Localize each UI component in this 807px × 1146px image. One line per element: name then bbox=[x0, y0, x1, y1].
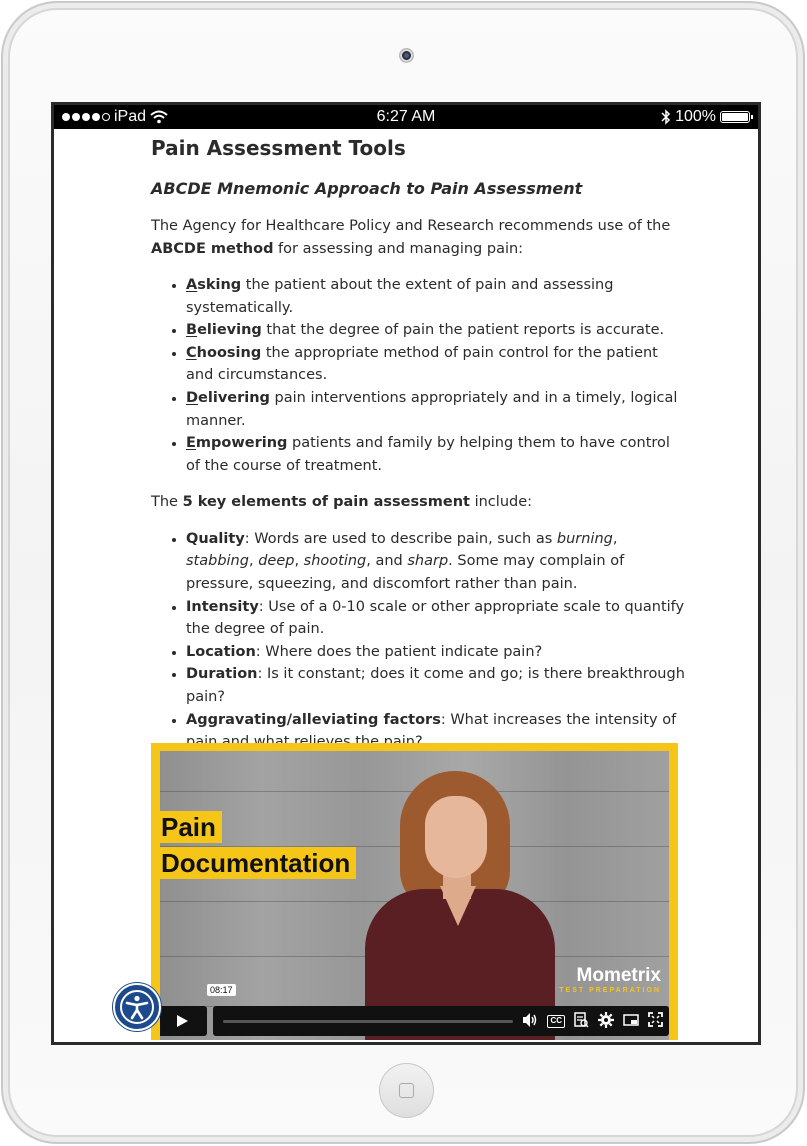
front-camera bbox=[400, 49, 413, 62]
intro-paragraph: The Agency for Healthcare Policy and Research recommends use of the ABCDE method for assessing and managing pain: bbox=[151, 218, 671, 257]
mometrix-logo: Mometrix TEST PREPARATION bbox=[559, 965, 661, 994]
key-elements-intro: The 5 key elements of pain assessment include: bbox=[151, 494, 533, 511]
ipad-screen bbox=[51, 102, 761, 1045]
home-button[interactable] bbox=[379, 1063, 434, 1118]
key-elements-list bbox=[151, 528, 686, 754]
fullscreen-icon[interactable] bbox=[648, 1012, 663, 1027]
gear-icon[interactable] bbox=[598, 1012, 614, 1028]
battery-icon bbox=[720, 111, 750, 123]
battery-percent: 100% bbox=[675, 108, 716, 125]
play-icon bbox=[175, 1014, 189, 1028]
accessibility-icon bbox=[119, 989, 155, 1025]
transcript-icon[interactable] bbox=[574, 1012, 589, 1028]
bluetooth-icon bbox=[661, 109, 671, 125]
progress-track[interactable] bbox=[223, 1020, 513, 1023]
list-item: • Empowering patients and family by helping them to have control of the course of treatment. bbox=[186, 432, 686, 477]
list-item: • Duration: Is it constant; does it come and go; is there breakthrough pain? bbox=[186, 663, 686, 708]
video-controls bbox=[160, 985, 669, 1037]
carrier-label: iPad bbox=[114, 108, 147, 125]
list-item: • Intensity: Use of a 0-10 scale or other appropriate scale to quantify the degree of pain. bbox=[186, 596, 686, 641]
clock: 6:27 AM bbox=[376, 108, 436, 125]
list-item: • Believing that the degree of pain the patient reports is accurate. bbox=[186, 319, 686, 342]
captions-button[interactable]: CC bbox=[547, 1015, 565, 1028]
play-button[interactable] bbox=[160, 1006, 207, 1036]
article bbox=[151, 133, 686, 754]
seek-bar[interactable] bbox=[210, 985, 669, 1036]
list-item: • Delivering pain interventions appropriately and in a timely, logical manner. bbox=[186, 387, 686, 432]
list-item: • Asking the patient about the extent of pain and assessing systematically. bbox=[186, 274, 686, 319]
list-item: • Aggravating/alleviating factors: What increases the intensity of bbox=[186, 709, 686, 754]
video-title-line2: Documentation bbox=[160, 847, 356, 879]
ipad-frame bbox=[1, 1, 805, 1144]
page-title: Pain Assessment Tools bbox=[151, 136, 406, 160]
status-bar bbox=[54, 105, 758, 129]
video-player[interactable] bbox=[151, 743, 678, 1040]
picture-in-picture-icon[interactable] bbox=[623, 1012, 639, 1028]
list-item: • Choosing the appropriate method of pain control for the patient and circumstances. bbox=[186, 342, 686, 387]
abcde-list bbox=[151, 274, 686, 477]
list-item: • Quality: Words are used to describe pain, such as burning, stabbing, deep, shooting, and sharp. Some may complain of pressure, squeezing, and discomfort rather than pain. bbox=[186, 528, 686, 596]
video-frame[interactable] bbox=[160, 751, 669, 1040]
volume-icon[interactable] bbox=[522, 1012, 538, 1028]
list-item: • Location: Where does the patient indicate pain? bbox=[186, 641, 686, 664]
time-tooltip: 08:17 bbox=[207, 984, 236, 996]
section-subheading: ABCDE Mnemonic Approach to Pain Assessment bbox=[151, 179, 583, 198]
accessibility-button[interactable] bbox=[113, 983, 161, 1031]
video-title-line1: Pain bbox=[160, 811, 222, 843]
